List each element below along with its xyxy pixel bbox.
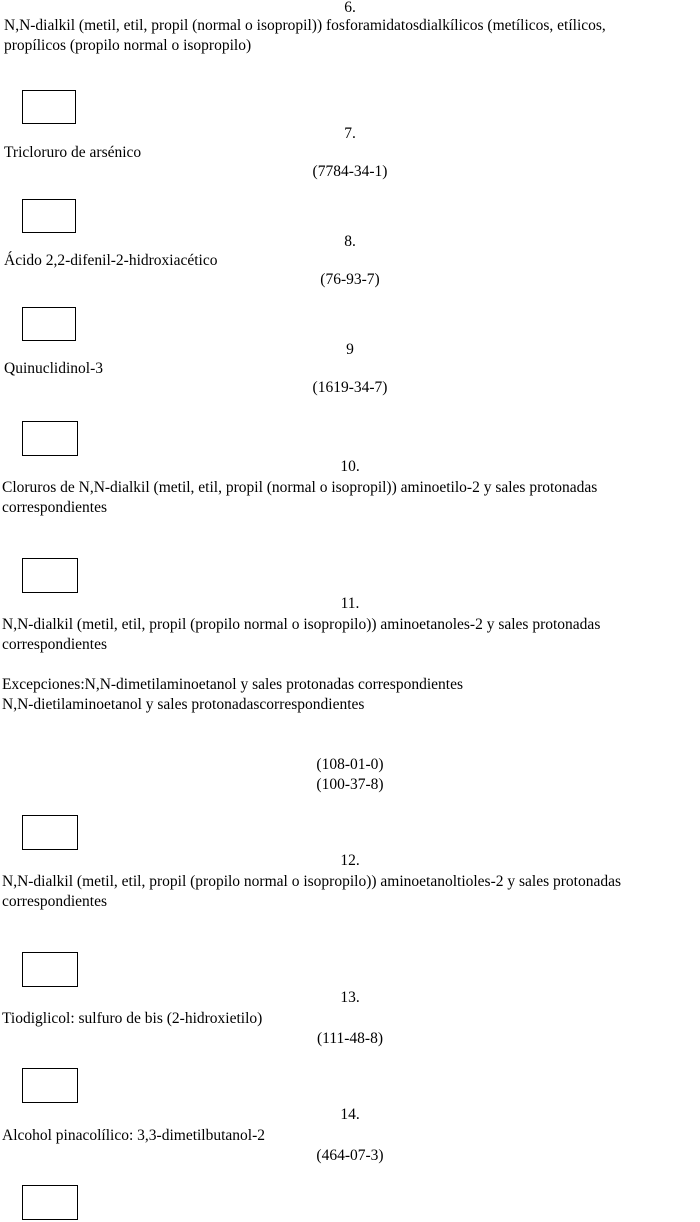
item-name-line: Tiodiglicol: sulfuro de bis (2-hidroxietilo) — [2, 1010, 263, 1027]
item-name-line: Cloruros de N,N-dialkil (metil, etil, propil (normal o isopropil)) aminoetilo-2 y sales protonadas — [2, 479, 598, 496]
exception-line: N,N-dietilaminoetanol y sales protonadascorrespondientes — [2, 696, 365, 713]
item-name-line: correspondientes — [2, 893, 108, 910]
item-number: 6. — [344, 0, 356, 16]
checkbox[interactable] — [22, 558, 78, 593]
cas-number: (108-01-0) — [316, 756, 384, 773]
checkbox[interactable] — [22, 199, 76, 233]
cas-number: (1619-34-7) — [312, 379, 388, 396]
checkbox[interactable] — [22, 307, 76, 341]
item-number: 9 — [346, 341, 354, 358]
item-name-line: N,N-dialkil (metil, etil, propil (propilo normal o isopropilo)) aminoetanoltioles-2 y sales protonadas — [2, 873, 622, 890]
item-number: 14. — [340, 1106, 360, 1123]
checkbox[interactable] — [22, 1068, 78, 1103]
checkbox[interactable] — [22, 421, 78, 456]
item-number: 13. — [340, 989, 360, 1006]
checkbox[interactable] — [22, 815, 78, 850]
item-name-line: correspondientes — [2, 499, 108, 516]
checkbox[interactable] — [22, 1185, 78, 1220]
cas-number: (464-07-3) — [316, 1147, 384, 1164]
item-name-line: Ácido 2,2-difenil-2-hidroxiacético — [4, 252, 218, 269]
item-number: 10. — [340, 458, 360, 475]
cas-number: (76-93-7) — [320, 271, 380, 288]
item-name-line: correspondientes — [2, 636, 108, 653]
item-name-line: Tricloruro de arsénico — [4, 144, 142, 161]
item-number: 7. — [344, 125, 356, 142]
item-number: 12. — [340, 852, 360, 869]
cas-number: (7784-34-1) — [312, 163, 388, 180]
item-name-line: Alcohol pinacolílico: 3,3-dimetilbutanol-2 — [2, 1127, 266, 1144]
checkbox[interactable] — [22, 952, 78, 987]
item-name-line: N,N-dialkil (metil, etil, propil (normal o isopropil)) fosforamidatosdialkílicos (metílicos, etílicos, — [4, 17, 606, 34]
cas-number: (100-37-8) — [316, 776, 384, 793]
item-name-line: Quinuclidinol-3 — [4, 360, 104, 377]
item-name-line: N,N-dialkil (metil, etil, propil (propilo normal o isopropilo)) aminoetanoles-2 y sales protonadas — [2, 616, 601, 633]
item-name-line: propílicos (propilo normal o isopropilo) — [4, 37, 252, 54]
item-number: 11. — [340, 595, 360, 612]
checkbox[interactable] — [22, 90, 76, 124]
item-number: 8. — [344, 233, 356, 250]
cas-number: (111-48-8) — [317, 1030, 383, 1047]
exception-line: Excepciones:N,N-dimetilaminoetanol y sales protonadas correspondientes — [2, 676, 463, 693]
